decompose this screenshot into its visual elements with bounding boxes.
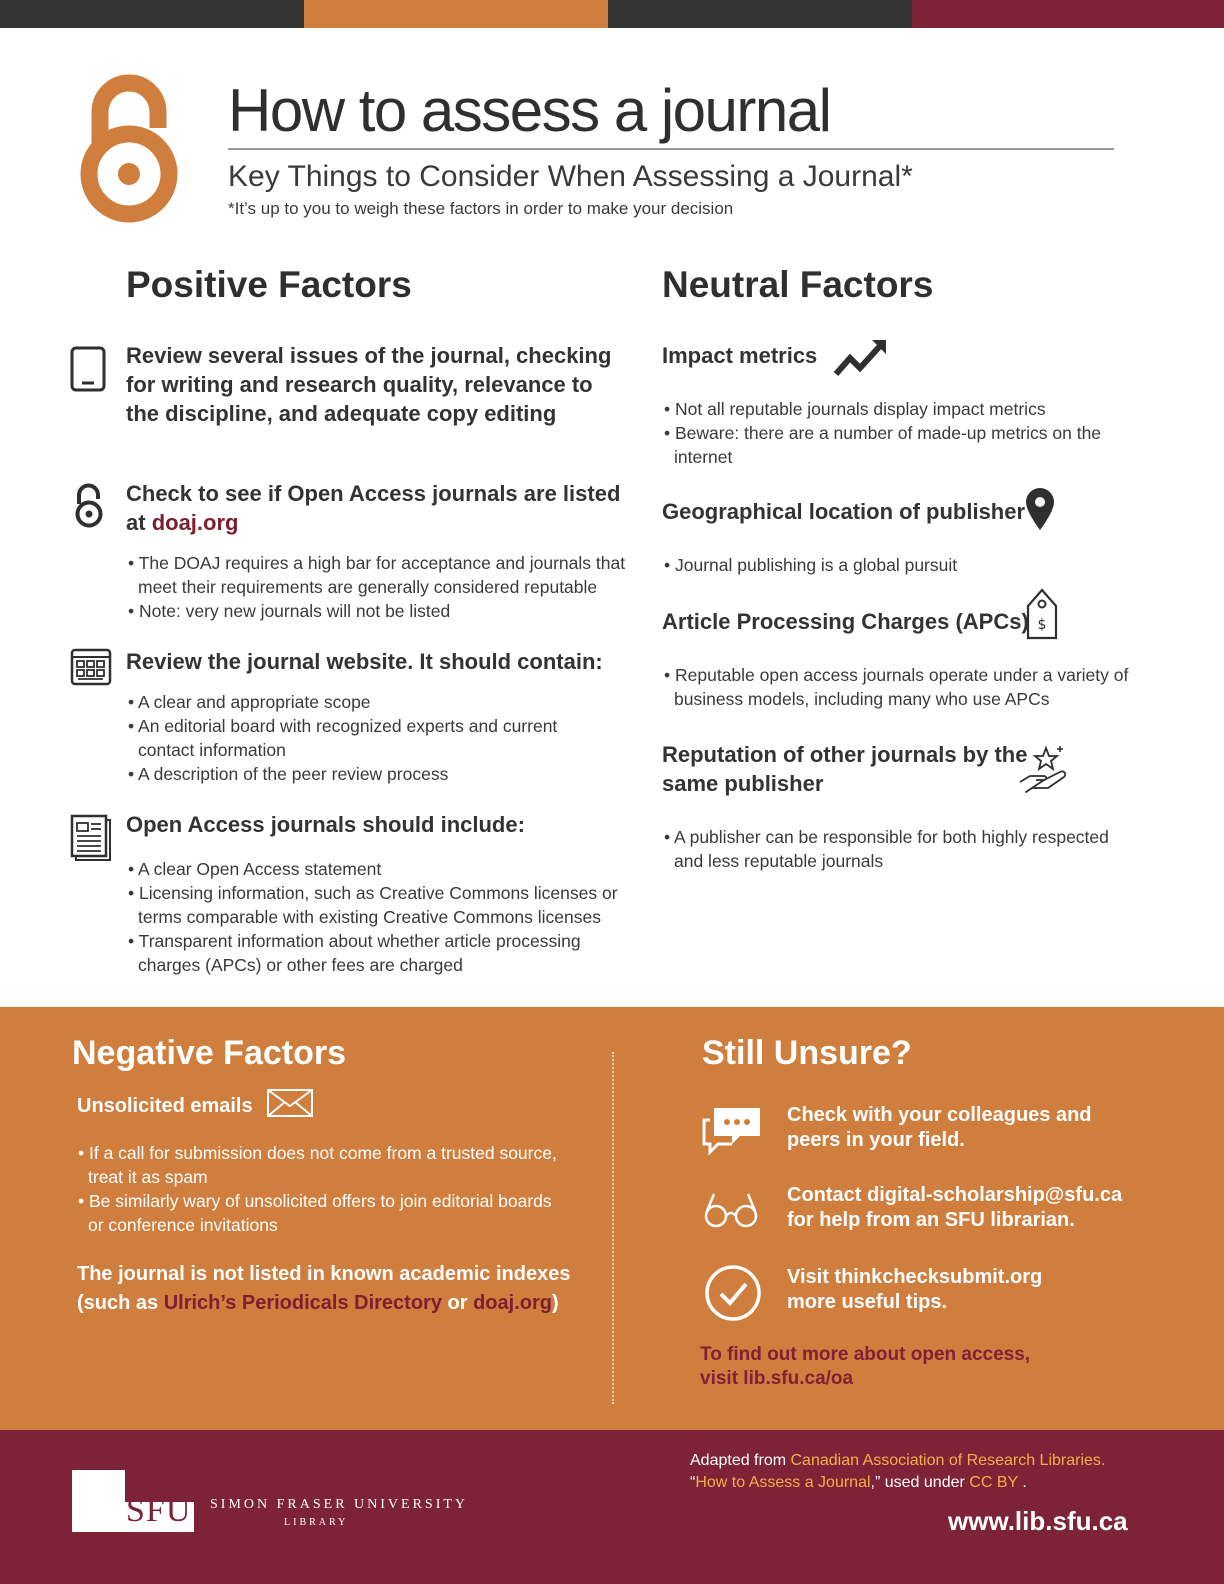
neutral-item-geo: Geographical location of publisher (662, 499, 1026, 524)
chat-icon (700, 1104, 764, 1156)
neutral-item-apc: Article Processing Charges (APCs) (662, 609, 1029, 634)
open-access-logo-icon (78, 70, 180, 226)
positive-item-oa-include: Open Access journals should include: (126, 812, 525, 837)
neutral-heading: Neutral Factors (662, 264, 934, 305)
university-name: SIMON FRASER UNIVERSITY (210, 1497, 469, 1512)
website-link[interactable]: www.lib.sfu.ca (948, 1506, 1128, 1536)
website-icon (70, 648, 112, 686)
page-note: *It’s up to you to weigh these factors in order to make your decision (228, 199, 734, 218)
neutral-apc-bullets: • Reputable open access journals operate under a variety of business models, including many who use APCs (664, 665, 1129, 709)
section-divider (612, 1052, 614, 1404)
open-access-icon (72, 482, 106, 528)
source-link[interactable]: How to Assess a Journal (695, 1474, 871, 1491)
positive-oa-bullets: • A clear Open Access statement • Licensing information, such as Creative Commons licenses or terms comparable with existing Creative Commons licenses • Transparent information about whether article processing charges (APCs) or other fees are charged (128, 859, 618, 975)
doaj-link-2[interactable]: doaj.org (473, 1292, 552, 1314)
title-rule (228, 148, 1114, 150)
neutral-item-reputation: Reputation of other journals by the same publisher (662, 742, 1028, 796)
positive-item-website: Review the journal website. It should contain: (126, 649, 603, 674)
page-title: How to assess a journal (228, 77, 831, 144)
top-color-bar (0, 0, 1224, 28)
document-icon (70, 814, 114, 862)
negative-index-text: The journal is not listed in known academic indexes (such as Ulrich’s Periodicals Directory or doaj.org) (77, 1263, 571, 1314)
positive-doaj-bullets: • The DOAJ requires a high bar for acceptance and journals that meet their requirements are generally considered reputable • Note: very new journals will not be listed (128, 553, 626, 621)
neutral-geo-bullets: • Journal publishing is a global pursuit (664, 555, 958, 575)
svg-text:$: $ (1037, 617, 1047, 633)
more-info: To find out more about open access, visit lib.sfu.ca/oa (700, 1344, 1031, 1389)
license-link[interactable]: CC BY (969, 1474, 1018, 1491)
carl-link[interactable]: Canadian Association of Research Libraries. (790, 1452, 1106, 1469)
doaj-link[interactable]: doaj.org (151, 510, 239, 535)
library-name: LIBRARY (284, 1517, 349, 1528)
neutral-item-impact: Impact metrics (662, 343, 818, 368)
checkmark-circle-icon (704, 1264, 762, 1322)
price-tag-icon (1024, 588, 1060, 642)
positive-heading: Positive Factors (126, 264, 412, 305)
negative-email-title: Unsolicited emails (77, 1095, 253, 1117)
glasses-icon (702, 1190, 760, 1230)
negative-heading: Negative Factors (72, 1034, 346, 1072)
location-pin-icon (1024, 486, 1056, 532)
attribution: Adapted from Canadian Association of Research Libraries. “How to Assess a Journal,” used under CC BY . (690, 1452, 1106, 1491)
unsure-visit: Visit thinkchecksubmit.org more useful tips. (787, 1266, 1043, 1313)
neutral-reputation-bullets: • A publisher can be responsible for both highly respected and less reputable journals (664, 827, 1109, 871)
ulrichs-link[interactable]: Ulrich’s Periodicals Directory (163, 1292, 442, 1314)
positive-item-review-issues: Review several issues of the journal, checking for writing and research quality, relevance to the discipline, and adequate copy editing (126, 343, 612, 426)
hand-star-icon (1016, 742, 1072, 794)
unsure-colleagues: Check with your colleagues and peers in your field. (787, 1104, 1092, 1151)
oa-link[interactable]: visit lib.sfu.ca/oa (700, 1368, 854, 1389)
unsure-heading: Still Unsure? (702, 1034, 912, 1072)
envelope-icon (266, 1088, 314, 1118)
positive-item-doaj: Check to see if Open Access journals are listed at doaj.org (126, 481, 621, 535)
negative-bullets: • If a call for submission does not come from a trusted source, treat it as spam • Be similarly wary of unsolicited offers to join editorial boards or conference invitations (78, 1143, 557, 1235)
trend-up-icon (832, 336, 888, 378)
neutral-impact-bullets: • Not all reputable journals display impact metrics • Beware: there are a number of made-up metrics on the internet (664, 399, 1102, 467)
tablet-icon (70, 346, 106, 392)
unsure-contact: Contact digital-scholarship@sfu.ca for help from an SFU librarian. (787, 1184, 1123, 1231)
page-subtitle: Key Things to Consider When Assessing a Journal* (228, 160, 913, 193)
sfu-logo: SFU (72, 1470, 194, 1532)
positive-website-bullets: • A clear and appropriate scope • An editorial board with recognized experts and current contact information • A description of the peer review process (128, 692, 558, 784)
